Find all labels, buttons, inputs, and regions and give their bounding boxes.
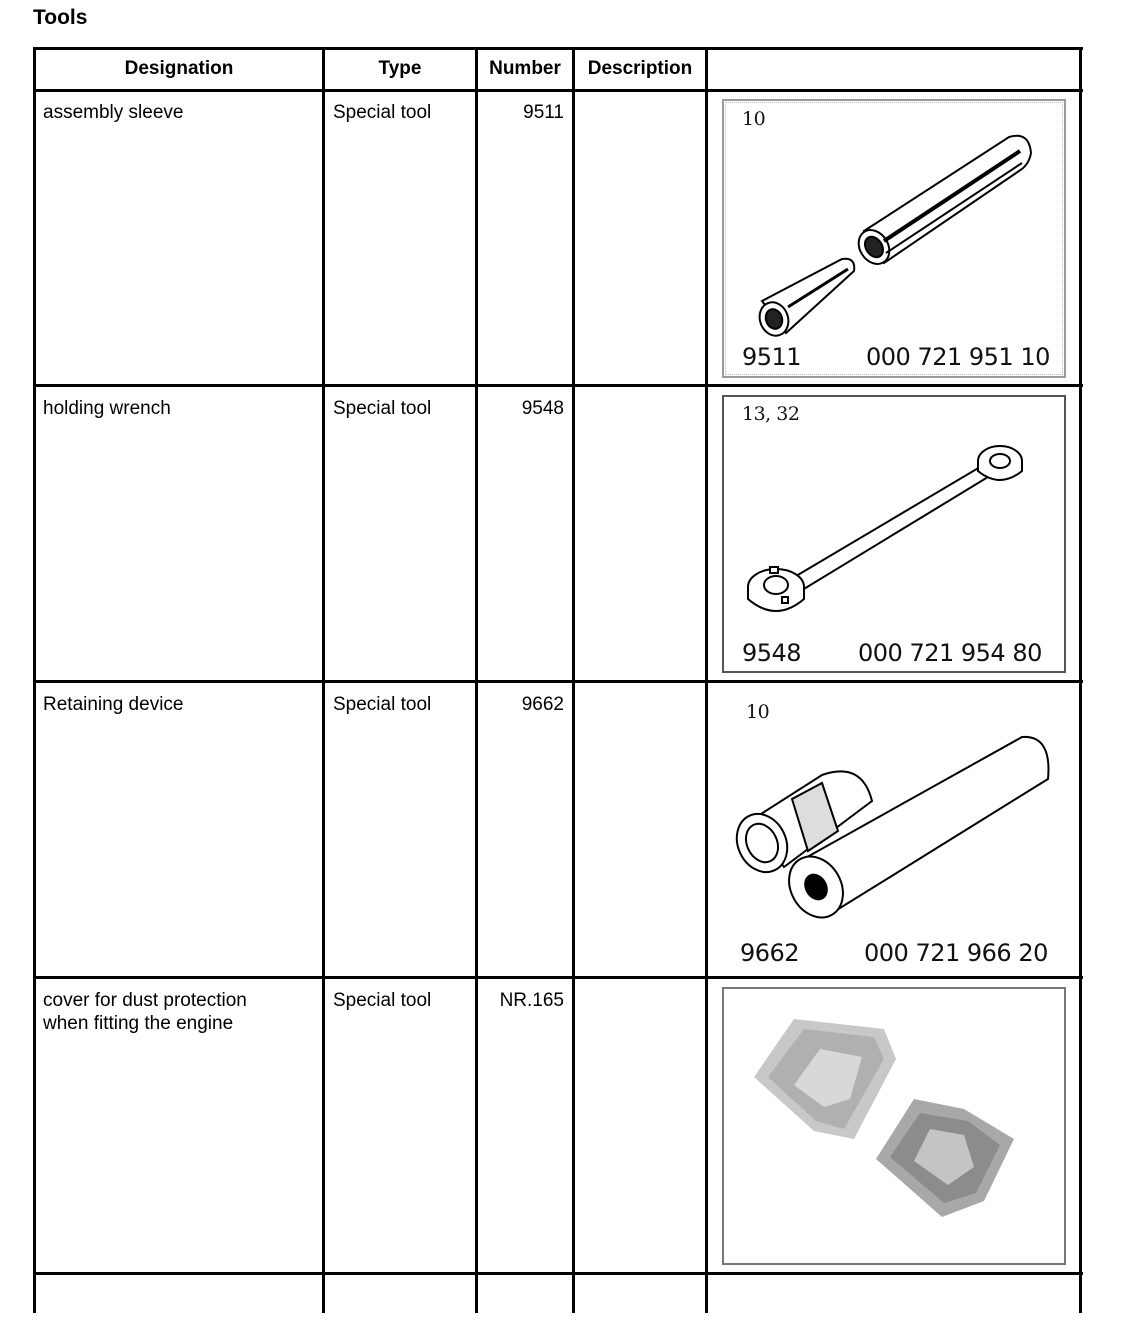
retaining-device-drawing: [722, 691, 1066, 973]
page-title: Tools: [33, 6, 88, 29]
row-type: Special tool: [333, 102, 432, 123]
figure-ref: 10: [742, 108, 766, 130]
row-number: 9662: [521, 694, 564, 715]
row-type: Special tool: [333, 398, 432, 419]
row-designation: [43, 989, 247, 1035]
row-number: 9548: [521, 398, 564, 419]
dust-cover-drawing: [724, 989, 1068, 1267]
figure-part-number: 000 721 954 80: [858, 639, 1042, 667]
row-designation: assembly sleeve: [43, 102, 184, 123]
figure-tool-number: 9662: [740, 939, 800, 967]
figure-tool-number: 9511: [742, 343, 802, 371]
holding-wrench-figure: [722, 395, 1066, 673]
retaining-device-figure: [722, 691, 1066, 973]
row-designation: Retaining device: [43, 694, 184, 715]
header-description: Description: [587, 58, 693, 79]
row-divider: [33, 976, 1083, 979]
row-designation: holding wrench: [43, 398, 171, 419]
row-type: Special tool: [333, 990, 432, 1011]
header-number: Number: [489, 58, 561, 79]
header-designation: Designation: [124, 58, 234, 79]
figure-tool-number: 9548: [742, 639, 802, 667]
row-number: NR.165: [499, 990, 564, 1011]
figure-ref: 13, 32: [742, 403, 800, 425]
row-divider: [33, 89, 1083, 92]
header-type: Type: [378, 58, 422, 79]
row-number: 9511: [523, 102, 564, 123]
figure-part-number: 000 721 966 20: [864, 939, 1048, 967]
assembly-sleeve-figure: [722, 99, 1066, 378]
row-type: Special tool: [333, 694, 432, 715]
holding-wrench-drawing: [724, 397, 1068, 675]
row-divider: [33, 47, 1083, 50]
designation-line: when fitting the engine: [43, 1013, 234, 1034]
dust-cover-figure: [722, 987, 1066, 1265]
row-divider: [33, 384, 1083, 387]
designation-line: cover for dust protection: [43, 990, 247, 1011]
row-divider: [33, 1272, 1083, 1275]
figure-ref: 10: [746, 701, 770, 723]
row-divider: [33, 680, 1083, 683]
assembly-sleeve-drawing: [724, 101, 1068, 380]
figure-part-number: 000 721 951 10: [866, 343, 1050, 371]
